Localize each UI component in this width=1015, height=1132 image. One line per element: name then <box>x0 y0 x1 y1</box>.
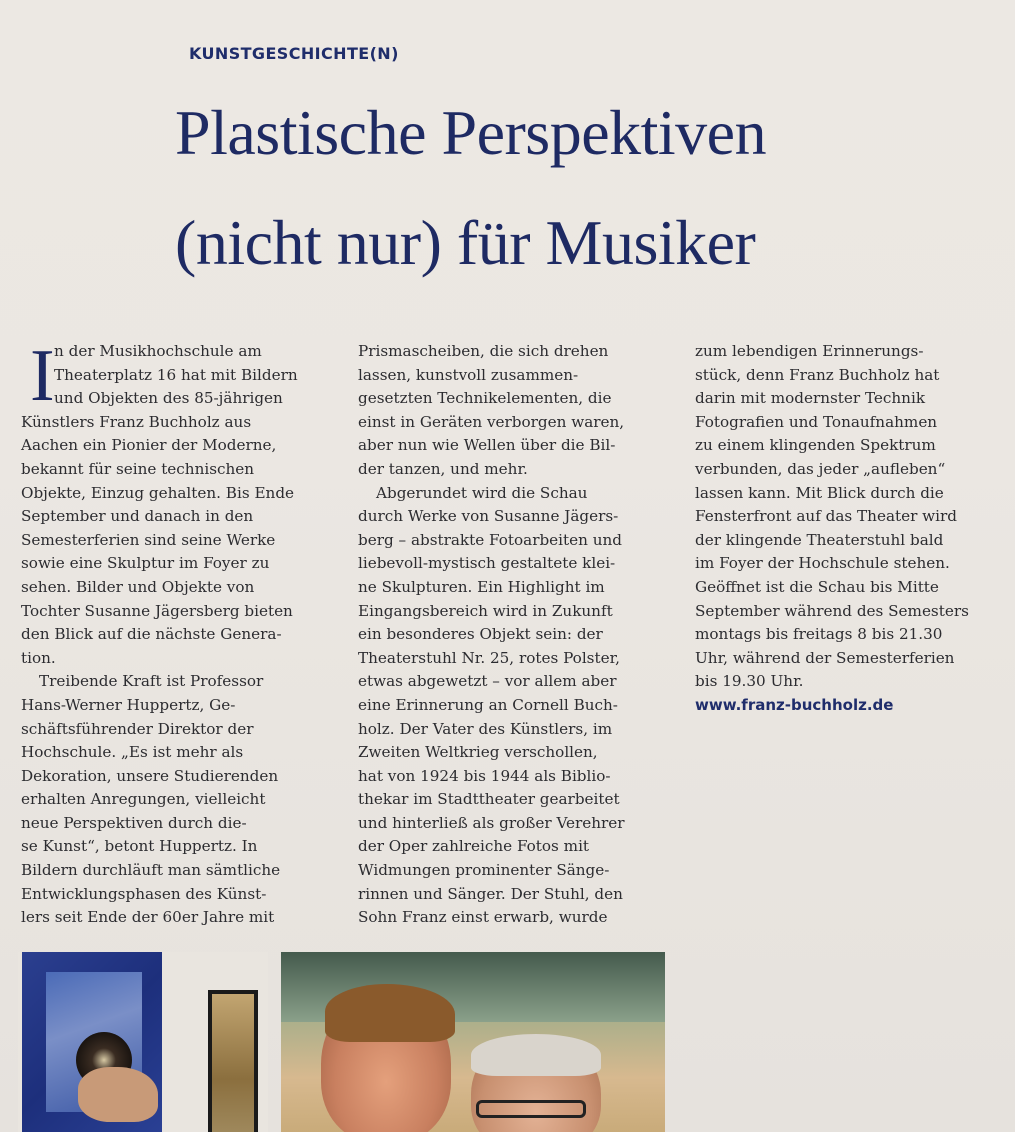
text-line: Abgerundet wird die Schau <box>376 483 588 502</box>
text-line: verbunden, das jeder „aufleben“ <box>695 459 946 478</box>
text-line: Treibende Kraft ist Professor <box>39 672 264 691</box>
text-line: Objekte, Einzug gehalten. Bis Ende <box>21 483 295 502</box>
section-kicker: KUNSTGESCHICHTE(N) <box>189 44 399 63</box>
person-hair-left <box>325 984 455 1042</box>
text-line: der tanzen, und mehr. <box>358 459 528 478</box>
text-line: tion. <box>21 648 56 667</box>
text-line: darin mit modernster Technik <box>695 389 926 408</box>
text-line: hat von 1924 bis 1944 als Biblio- <box>358 766 611 785</box>
text-line: der Oper zahlreiche Fotos mit <box>358 837 590 856</box>
text-line: lers seit Ende der 60er Jahre mit <box>21 908 275 927</box>
text-line: einst in Geräten verborgen waren, <box>358 412 625 431</box>
text-line: zum lebendigen Erinnerungs- <box>695 342 924 360</box>
hand <box>78 1067 158 1122</box>
text-line: Sohn Franz einst erwarb, wurde <box>358 908 608 927</box>
text-line: ein besonderes Objekt sein: der <box>358 625 603 644</box>
website-link[interactable]: www.franz-buchholz.de <box>695 695 894 714</box>
text-line: erhalten Anregungen, vielleicht <box>21 790 266 809</box>
text-line: gesetzten Technikelementen, die <box>358 389 612 408</box>
text-line: lassen kann. Mit Blick durch die <box>695 483 944 502</box>
text-line: Entwicklungsphasen des Künst- <box>21 884 267 903</box>
headline-line-2: (nicht nur) für Musiker <box>175 207 756 278</box>
text-line: neue Perspektiven durch die- <box>21 813 247 832</box>
text-line: Eingangsbereich wird in Zukunft <box>358 601 613 620</box>
text-line: thekar im Stadttheater gearbeitet <box>358 790 620 809</box>
text-line: eine Erinnerung an Cornell Buch- <box>358 695 618 714</box>
drop-cap: I <box>30 335 55 417</box>
text-line: Zweiten Weltkrieg verschollen, <box>358 743 598 762</box>
text-line: Prismascheiben, die sich drehen <box>358 342 609 360</box>
text-line: berg – abstrakte Fotoarbeiten und <box>358 530 623 549</box>
article-headline <box>175 78 935 298</box>
drop-cap-block <box>21 335 341 417</box>
text-line: bekannt für seine technischen <box>21 459 255 478</box>
text-line: im Foyer der Hochschule stehen. <box>695 554 950 573</box>
text-line: ne Skulpturen. Ein Highlight im <box>358 577 605 596</box>
headline-line-1: Plastische Perspektiven <box>175 97 767 168</box>
text-line: holz. Der Vater des Künstlers, im <box>358 719 613 738</box>
text-line: Widmungen prominenter Sänge- <box>358 861 610 880</box>
text-line: Dekoration, unsere Studierenden <box>21 766 279 785</box>
article-column-2 <box>358 340 668 930</box>
text-line: lassen, kunstvoll zusammen- <box>358 365 579 384</box>
text-line: Theaterplatz 16 hat mit Bildern <box>54 365 298 384</box>
text-line: durch Werke von Susanne Jägers- <box>358 507 619 526</box>
text-line: Aachen ein Pionier der Moderne, <box>21 436 277 455</box>
text-line: und hinterließ als großer Verehrer <box>358 813 625 832</box>
text-line: September und danach in den <box>21 507 254 526</box>
text-line: Tochter Susanne Jägersberg bieten <box>21 601 293 620</box>
text-line: Semesterferien sind seine Werke <box>21 530 276 549</box>
text-line: September während des Semesters <box>695 601 969 620</box>
people-photo <box>281 952 665 1132</box>
text-line: Hochschule. „Es ist mehr als <box>21 743 244 762</box>
text-line: Hans-Werner Huppertz, Ge- <box>21 695 236 714</box>
text-line: montags bis freitags 8 bis 21.30 <box>695 625 943 644</box>
text-line: aber nun wie Wellen über die Bil- <box>358 436 616 455</box>
text-line: rinnen und Sänger. Der Stuhl, den <box>358 884 623 903</box>
text-line: zu einem klingenden Spektrum <box>695 436 936 455</box>
person-hair-right <box>471 1034 601 1076</box>
artwork-photo <box>18 952 268 1132</box>
text-line: bis 19.30 Uhr. <box>695 672 804 691</box>
text-line: und Objekten des 85-jährigen <box>54 389 283 408</box>
text-line: stück, denn Franz Buchholz hat <box>695 365 940 384</box>
text-line: n der Musikhochschule am <box>54 342 262 360</box>
text-line: Geöffnet ist die Schau bis Mitte <box>695 577 939 596</box>
text-line: Bildern durchläuft man sämtliche <box>21 861 281 880</box>
text-line: den Blick auf die nächste Genera- <box>21 625 282 644</box>
picture-frame <box>208 990 258 1132</box>
text-line: Uhr, während der Semesterferien <box>695 648 955 667</box>
text-line: se Kunst“, betont Huppertz. In <box>21 837 258 856</box>
text-line: Theaterstuhl Nr. 25, rotes Polster, <box>358 648 620 667</box>
text-line: sehen. Bilder und Objekte von <box>21 577 255 596</box>
text-line: sowie eine Skulptur im Foyer zu <box>21 554 270 573</box>
text-line: liebevoll-mystisch gestaltete klei- <box>358 554 616 573</box>
article-column-1 <box>21 335 341 930</box>
text-line: Fensterfront auf das Theater wird <box>695 507 958 526</box>
text-line: Fotografien und Tonaufnahmen <box>695 412 938 431</box>
glasses <box>476 1100 586 1118</box>
text-line: der klingende Theaterstuhl bald <box>695 530 944 549</box>
text-line: etwas abgewetzt – vor allem aber <box>358 672 617 691</box>
text-line: schäftsführender Direktor der <box>21 719 254 738</box>
text-line: Künstlers Franz Buchholz aus <box>21 412 252 431</box>
article-column-3 <box>695 340 1010 718</box>
